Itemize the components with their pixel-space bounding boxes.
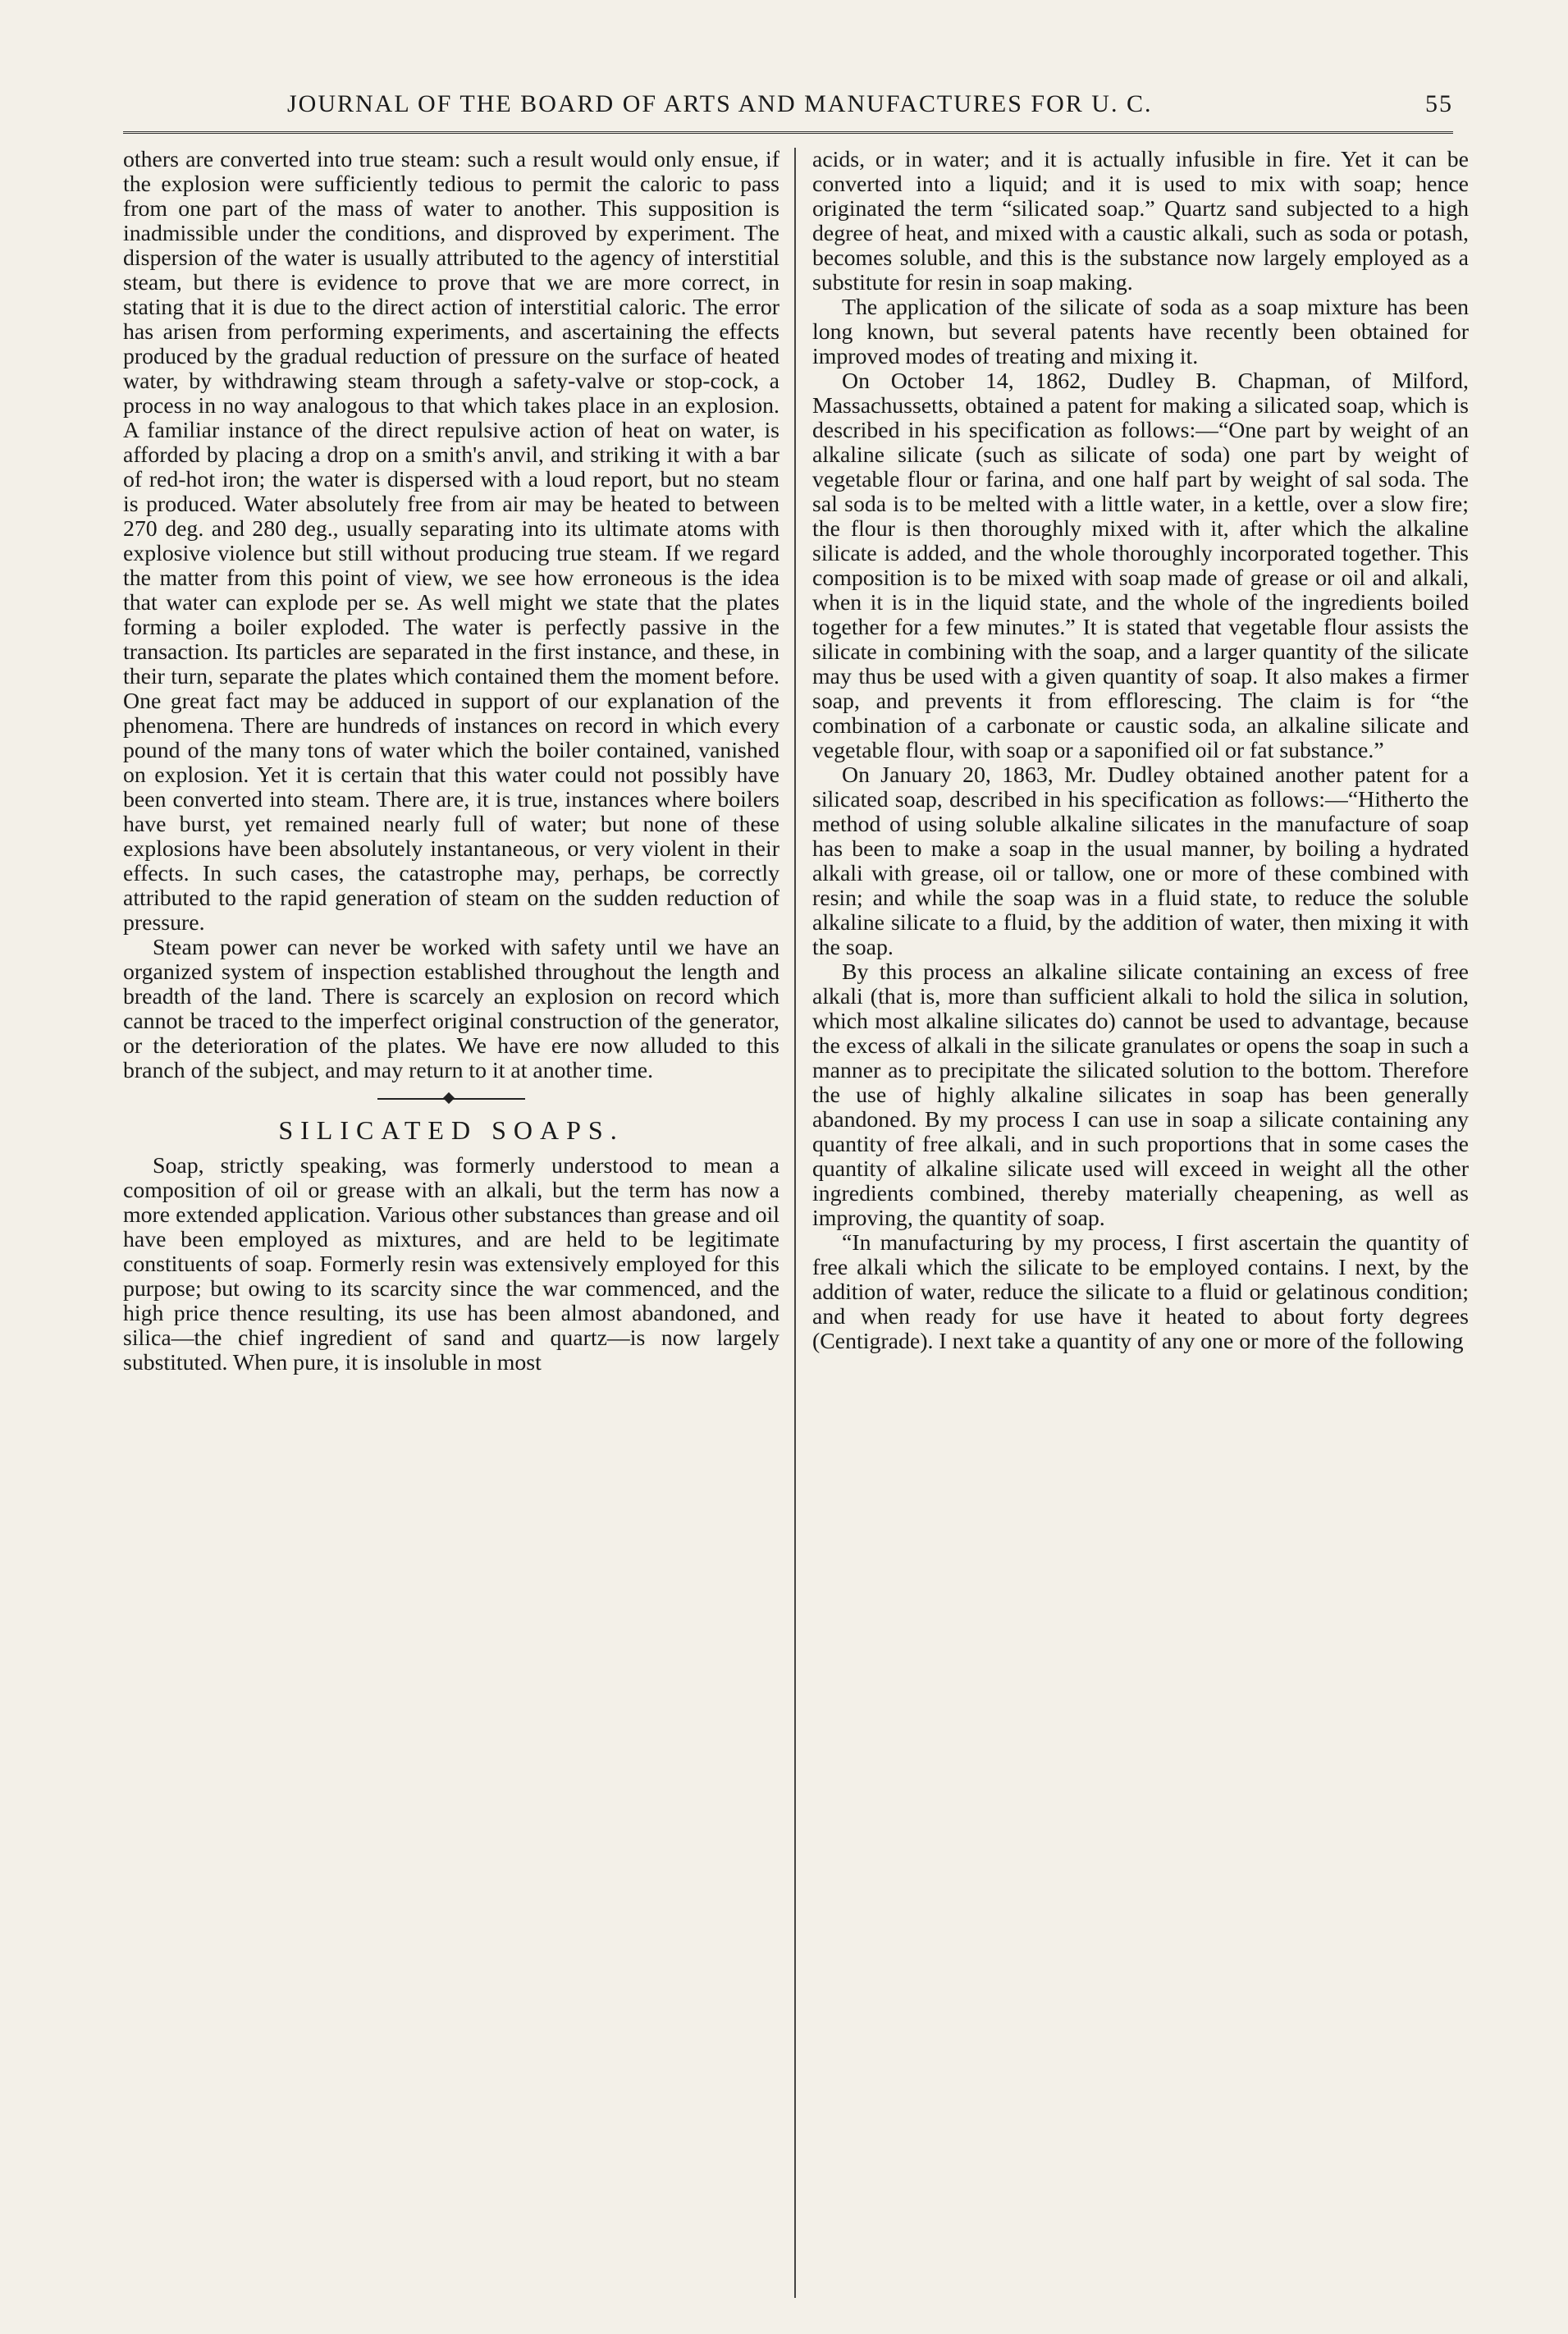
running-header bbox=[123, 90, 1453, 131]
header-rule bbox=[123, 131, 1453, 134]
paragraph: “In manufacturing by my process, I first ascertain the quantity of free alkali which the silicate to be employed contains. I next, by the addition of water, reduce the silicate to a fluid or gelatinous condition; and when ready for use have it heated to about forty degrees (Centigrade). I next take a quantity of any one or more of the following bbox=[812, 1230, 1469, 1354]
paragraph: acids, or in water; and it is actually infusible in fire. Yet it can be converted into a liquid; and it is used to mix with soap; hence originated the term “silicated soap.” Quartz sand subjected to a high degree of heat, and mixed with a caustic alkali, such as soda or potash, becomes soluble, and this is the substance now largely employed as a substitute for resin in soap making. bbox=[812, 148, 1469, 295]
section-title: SILICATED SOAPS. bbox=[278, 1115, 624, 1145]
paragraph: On October 14, 1862, Dudley B. Chapman, of Milford, Massachussetts, obtained a patent for making a silicated soap, which is described in his specification as follows:—“One part by weight of an alkaline silicate (such as silicate of soda) one part by weight of vegetable flour or farina, and one half part by weight of sal soda. The sal soda is to be melted with a little water, in a kettle, over a slow fire; the flour is then thoroughly mixed with it, after which the alkaline silicate is added, and the whole thoroughly incorporated together. This composition is to be mixed with soap made of grease or oil and alkali, when it is in the liquid state, and the whole of the ingredients boiled together for a few minutes.” It is stated that vegetable flour assists the silicate in combining with the soap, and a larger quantity of the silicate may thus be used with a given quantity of soap. It also makes a firmer soap, and prevents it from efflorescing. The claim is for “the combination of a carbonate or caustic soda, an alkaline silicate and vegetable flour, with soap or a saponified oil or fat substance.” bbox=[812, 368, 1469, 763]
right-column bbox=[812, 148, 1469, 2314]
column-divider bbox=[794, 148, 796, 2298]
left-column bbox=[123, 148, 779, 2314]
page-number: 55 bbox=[1425, 90, 1453, 117]
paragraph: others are converted into true steam: such a result would only ensue, if the explosion were sufficiently tedious to permit the caloric to pass from one part of the mass of water to another. This supposition is inadmissible under the conditions, and disproved by experiment. The dispersion of the water is usually attributed to the agency of interstitial steam, but there is evidence to prove that we are more correct, in stating that it is due to the direct action of interstitial caloric. The error has arisen from performing experiments, and ascertaining the effects produced by the gradual reduction of pressure on the surface of heated water, by withdrawing steam through a safety-valve or stop-cock, a process in no way analogous to that which takes place in an explosion. A familiar instance of the direct repulsive action of heat on water, is afforded by placing a drop on a smith's anvil, and striking it with a bar of red-hot iron; the water is dispersed with a loud report, but no steam is produced. Water absolutely free from air may be heated to between 270 deg. and 280 deg., usually separating into its ultimate atoms with explosive violence but still without producing true steam. If we regard the matter from this point of view, we see how erroneous is the idea that water can explode per se. As well might we state that the plates forming a boiler exploded. The water is perfectly passive in the transaction. Its particles are separated in the first instance, and these, in their turn, separate the plates which contained them the moment before. One great fact may be adduced in support of our explanation of the phenomena. There are hundreds of instances on record in which every pound of the many tons of water which the boiler contained, vanished on explosion. Yet it is certain that this water could not possibly have been converted into steam. There are, it is true, instances where boilers have burst, yet remained nearly full of water; but none of these explosions have been absolutely instantaneous, or very violent in their effects. In such cases, the catastrophe may, perhaps, be correctly attributed to the rapid generation of steam on the sudden reduction of pressure. bbox=[123, 148, 779, 936]
paragraph: The application of the silicate of soda as a soap mixture has been long known, but several patents have recently been obtained for improved modes of treating and mixing it. bbox=[812, 295, 1469, 369]
section-separator bbox=[377, 1098, 525, 1100]
journal-title: JOURNAL OF THE BOARD OF ARTS AND MANUFACTURES FOR U. C. bbox=[287, 90, 1153, 117]
paragraph: Soap, strictly speaking, was formerly understood to mean a composition of oil or grease with an alkali, but the term has now a more extended application. Various other substances than grease and oil have been employed as mixtures, and are held to be legitimate constituents of soap. Formerly resin was extensively employed for this purpose; but owing to its scarcity since the war commenced, and the high price thence resulting, its use has been almost abandoned, and silica—the chief ingredient of sand and quartz—is now largely substituted. When pure, it is insoluble in most bbox=[123, 1153, 779, 1375]
paragraph: Steam power can never be worked with safety until we have an organized system of inspection established throughout the length and breadth of the land. There is scarcely an explosion on record which cannot be traced to the imperfect original construction of the generator, or the deterioration of the plates. We have ere now alluded to this branch of the subject, and may return to it at another time. bbox=[123, 935, 779, 1083]
paragraph: By this process an alkaline silicate containing an excess of free alkali (that is, more than sufficient alkali to hold the silica in solution, which most alkaline silicates do) cannot be used to advantage, because the excess of alkali in the silicate granulates or opens the soap in such a manner as to precipitate the silicated solution to the bottom. Therefore the use of highly alkaline silicates in soap has been generally abandoned. By my process I can use in soap a silicate containing any quantity of free alkali, and in such proportions that in some cases the quantity of alkaline silicate used will exceed in weight all the other ingredients combined, thereby materially cheapening, as well as improving, the quantity of soap. bbox=[812, 959, 1469, 1231]
paragraph: On January 20, 1863, Mr. Dudley obtained another patent for a silicated soap, described in his specification as follows:—“Hitherto the method of using soluble alkaline silicates in the manufacture of soap has been to make a soap in the usual manner, by boiling a hydrated alkali with grease, oil or tallow, one or more of these combined with resin; and while the soap was in a fluid state, to reduce the soluble alkaline silicate to a fluid, by the addition of water, then mixing it with the soap. bbox=[812, 762, 1469, 960]
